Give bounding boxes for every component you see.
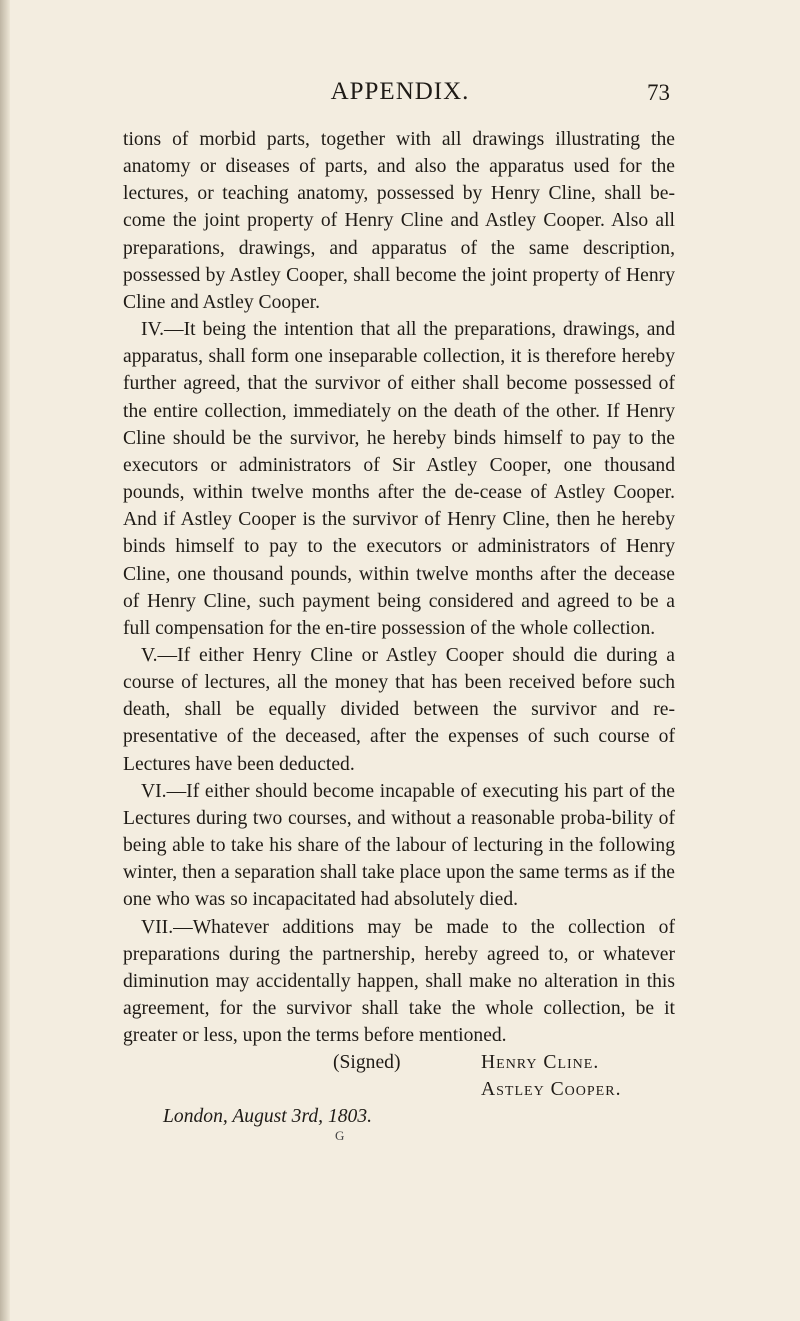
running-head: APPENDIX. [330, 78, 470, 105]
printer-signature-mark: G [335, 1128, 345, 1143]
body-text [123, 126, 675, 1130]
signer-astley-cooper: Astley Cooper. [481, 1079, 622, 1101]
paragraph-continuation: tions of morbid parts, together with all drawings illustrating the anatomy or diseases of parts, and also the apparatus used for the lectures, or teaching anatomy, possessed by Henry Cline, shall be-come the joint property of Henry Cline and Astley Cooper. Also all preparations, drawings, and apparatus of the same description, possessed by Astley Cooper, shall become the joint property of Henry Cline and Astley Cooper. [123, 129, 675, 313]
page-edge [0, 0, 10, 1321]
paragraph-clause-iv: IV.—It being the intention that all the preparations, drawings, and apparatus, shall form one inseparable collection, it is therefore hereby further agreed, that the survivor of either shall become possessed of the entire collection, immediately on the death of the other. If Henry Cline should be the survivor, he hereby binds himself to pay to the executors or administrators of Sir Astley Cooper, one thousand pounds, within twelve months after the de-cease of Astley Cooper. And if Astley Cooper is the survivor of Henry Cline, then he hereby binds himself to pay to the executors or administrators of Henry Cline, one thousand pounds, within twelve months after the decease of Henry Cline, such payment being considered and agreed to be a full compensation for the en-tire possession of the whole collection. [123, 319, 675, 639]
paragraph-clause-v: V.—If either Henry Cline or Astley Cooper should die during a course of lectures, all the money that has been received before such death, shall be equally divided between the survivor and re-presentative of the deceased, after the expenses of such course of Lectures have been deducted. [123, 644, 675, 775]
paragraph-clause-vii: VII.—Whatever additions may be made to the collection of preparations during the partnership, hereby agreed to, or whatever diminution may accidentally happen, shall make no alteration in this agreement, for the survivor shall take the whole collection, be it greater or less, upon the terms before mentioned. [123, 916, 675, 1047]
page-number: 73 [647, 80, 670, 105]
signer-henry-cline: Henry Cline. [481, 1052, 600, 1074]
page-header [0, 78, 800, 118]
paragraph-clause-vi: VI.—If either should become incapable of executing his part of the Lectures during two courses, and without a reasonable proba-bility of being able to take his share of the labour of lecturing in the following winter, then a separation shall take place upon the same terms as if the one who was so incapacitated had absolutely died. [123, 780, 675, 911]
dateline: London, August 3rd, 1803. [163, 1106, 373, 1128]
signature-block [123, 1049, 675, 1103]
signed-label: (Signed) [333, 1052, 401, 1074]
